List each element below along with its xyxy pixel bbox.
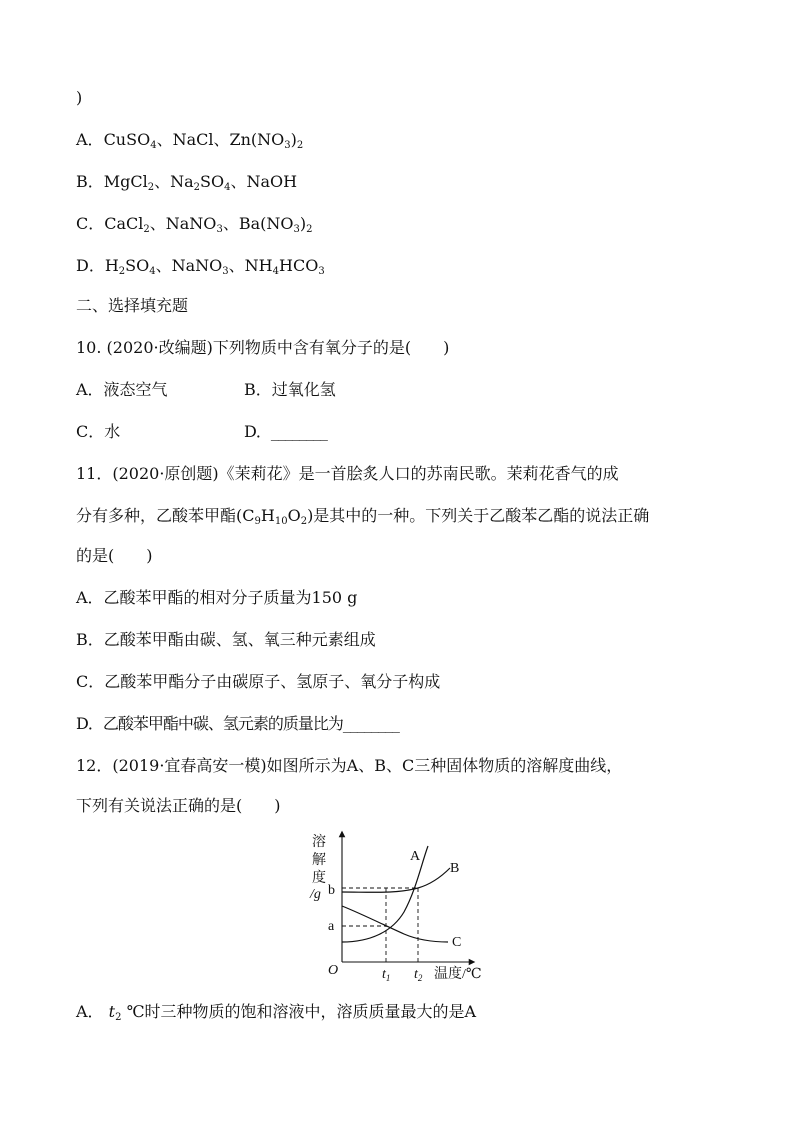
y-label-char-3: 度	[312, 871, 326, 886]
y-label-char-2: 解	[312, 853, 326, 868]
q11-stem-line-1: 11．(2020·原创题)《茉莉花》是一首脍炙人口的苏南民歌。茉莉花香气的成	[76, 464, 619, 483]
y-label-char-1: 溶	[312, 835, 326, 850]
origin-label: O	[328, 963, 339, 978]
curve-a-label: A	[410, 849, 421, 864]
q11-option-c: C．乙酸苯甲酯分子由碳原子、氢原子、氧分子构成	[76, 672, 441, 691]
curve-c-label: C	[452, 935, 462, 950]
q11-stem-line-3: 的是( )	[76, 546, 153, 565]
q9-option-d: D．$H_2SO_4$、NaNO$_3$、$NH_4HCO_3$	[76, 256, 325, 277]
q9-option-b: B．MgCl$_2$、$Na_2SO_4$、NaOH	[76, 172, 298, 193]
y-unit: /g	[310, 887, 321, 902]
tick-t1: $t_1$	[382, 967, 391, 983]
tick-t2: $t_2$	[414, 967, 423, 983]
curve-b-label: B	[450, 861, 460, 876]
q10-option-b: B．过氧化氢	[244, 380, 336, 399]
q11-option-d: D．乙酸苯甲酯中碳、氢元素的质量比为________	[76, 714, 399, 733]
section-heading: 二、选择填充题	[76, 296, 189, 315]
q9-option-a: A．CuSO$_4$、NaCl、$Zn(NO_3)_2$	[76, 130, 304, 151]
q10-stem: 10. (2020·改编题)下列物质中含有氧分子的是( )	[76, 338, 450, 357]
q10-option-a: A．液态空气	[76, 380, 168, 399]
q12-option-a: A． $t_2$ ℃时三种物质的饱和溶液中，溶质质量最大的是A	[76, 1002, 477, 1023]
q11-stem-line-2: 分有多种，乙酸苯甲酯$(C_9H_{10}O_2)$是其中的一种。下列关于乙酸苯乙酯的说法正确	[76, 506, 650, 527]
q12-stem-line-2: 下列有关说法正确的是( )	[76, 796, 281, 815]
continuation-paren: )	[76, 88, 83, 107]
solubility-curve-figure	[300, 828, 500, 988]
q12-stem-line-1: 12．(2019·宜春高安一模)如图所示为A、B、C三种固体物质的溶解度曲线，	[76, 756, 623, 775]
q11-option-a: A．乙酸苯甲酯的相对分子质量为150 g	[76, 588, 358, 607]
tick-a: a	[328, 919, 335, 934]
tick-b: b	[328, 883, 335, 898]
q10-option-d: D．________	[244, 422, 327, 441]
curve-b	[342, 868, 450, 892]
q11-option-b: B．乙酸苯甲酯由碳、氢、氧三种元素组成	[76, 630, 376, 649]
x-axis-label: 温度/℃	[434, 967, 482, 982]
q9-option-c: C．CaCl$_2$、NaNO$_3$、$Ba(NO_3)_2$	[76, 214, 313, 235]
q10-option-c: C．水	[76, 422, 121, 441]
